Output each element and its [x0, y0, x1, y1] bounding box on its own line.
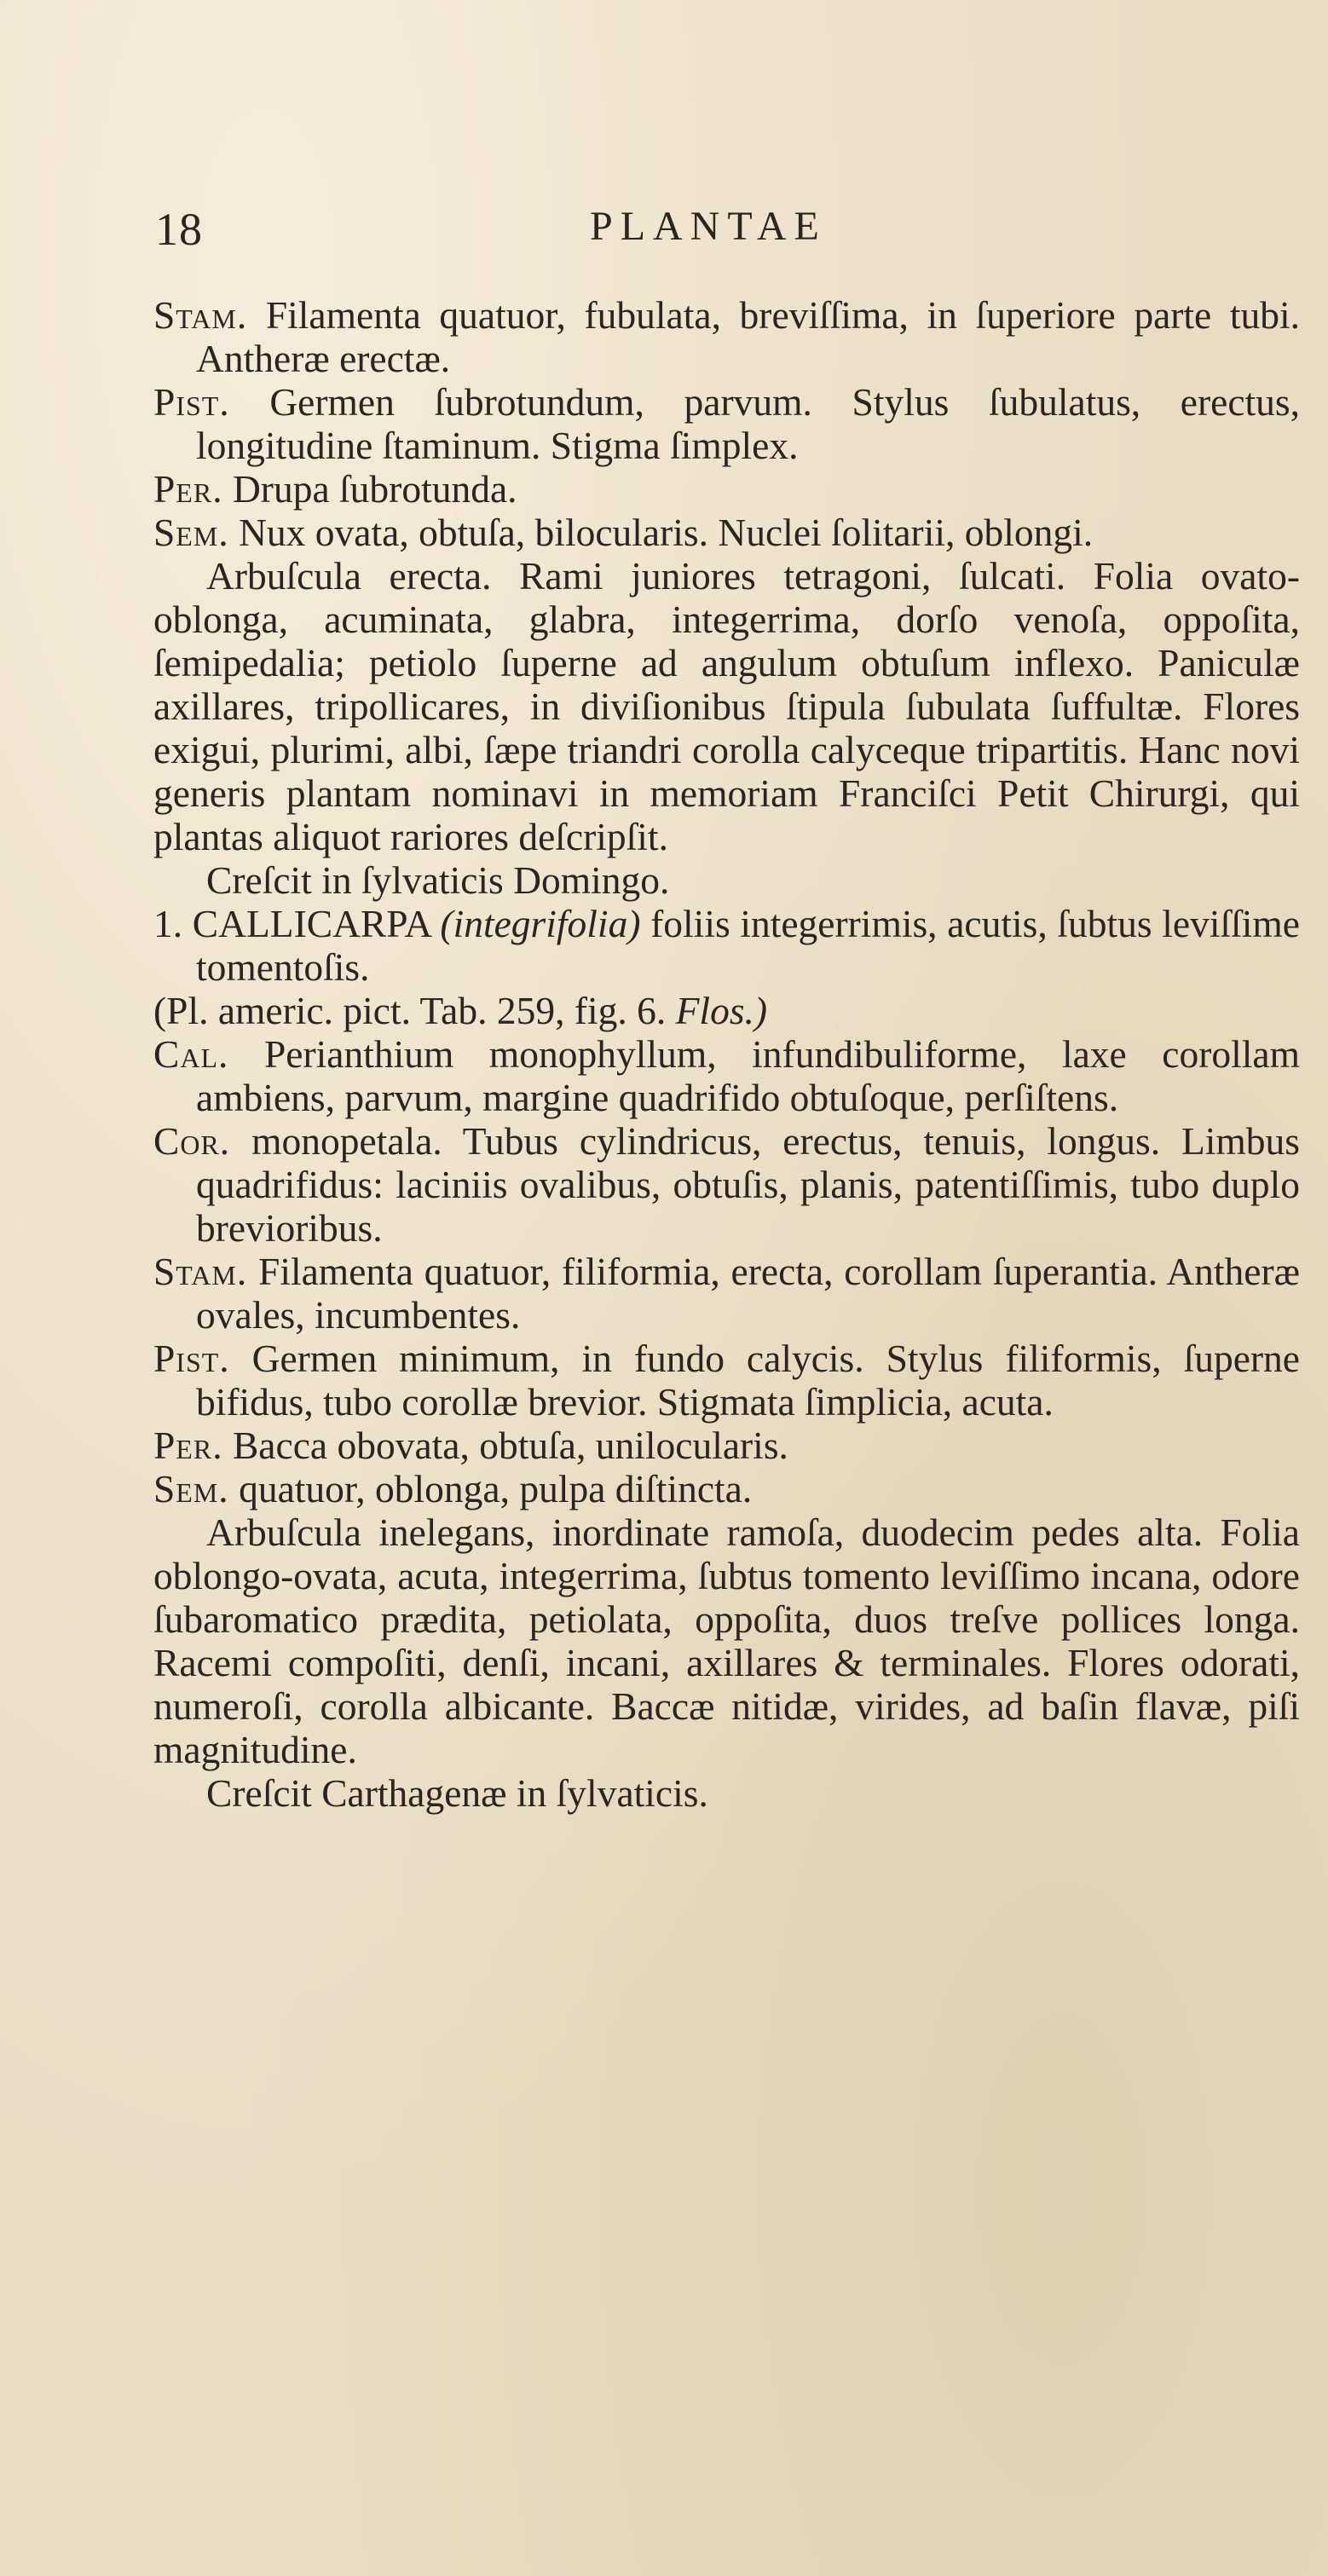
species-heading — [153, 902, 1300, 989]
section-label: Cal. — [153, 1032, 229, 1076]
section-text: Germen ſubrotundum, parvum. Stylus ſubulatus, erectus, longitudine ſtaminum. Stigma ſimplex. — [196, 380, 1300, 467]
section-text: Germen minimum, in fundo calycis. Stylus filiformis, ſuperne bifidus, tubo corollæ brevior. Stigmata ſimplicia, acuta. — [196, 1337, 1300, 1424]
habitat-line-2: Creſcit Carthagenæ in ſylvaticis. — [206, 1771, 708, 1815]
species-epithet: (integrifolia) — [440, 902, 641, 945]
pericarp-description — [153, 467, 1300, 511]
page-number: 18 — [155, 204, 203, 255]
section-label: Pist. — [153, 380, 230, 424]
section-text: Filamenta quatuor, fubulata, breviſſima, in ſuperiore parte tubi. Antheræ erectæ. — [196, 293, 1301, 380]
reference-italic: Flos.) — [675, 989, 768, 1032]
section-label: Sem. — [153, 1467, 229, 1510]
reference-text: (Pl. americ. pict. Tab. 259, fig. 6. — [153, 989, 667, 1032]
section-label: Per. — [153, 467, 223, 511]
stamen-description-2 — [153, 1250, 1300, 1337]
seed-description — [153, 511, 1300, 554]
page-header — [155, 203, 1263, 263]
section-label: Stam. — [153, 1250, 248, 1293]
pericarp-description-2 — [153, 1424, 1300, 1467]
habit-paragraph: Arbuſcula erecta. Rami juniores tetragoni, ſulcati. Folia ovato-oblonga, acuminata, glabra, integerrima, dorſo venoſa, oppoſita, ſemipedalia; petiolo ſuperne ad angulum obtuſum inflexo. Paniculæ axillares, tripollicares, in diviſionibus ſtipula ſubulata ſuffultæ. Flores exigui, plurimi, albi, ſæpe triandri corolla calyceque tripartitis. Hanc novi generis plantam nominavi in memoriam Franciſci Petit Chirurgi, qui plantas aliquot rariores deſcripſit. — [153, 554, 1300, 858]
habitat-line: Creſcit in ſylvaticis Domingo. — [206, 858, 670, 902]
section-text: quatuor, oblonga, pulpa diſtincta. — [239, 1467, 753, 1510]
pistil-description — [153, 380, 1300, 467]
species-name: CALLICARPA — [192, 902, 430, 945]
section-label: Per. — [153, 1424, 223, 1467]
pistil-description-2 — [153, 1337, 1300, 1424]
seed-description-2 — [153, 1467, 1300, 1510]
running-title: PLANTAE — [590, 204, 827, 249]
section-label: Cor. — [153, 1119, 231, 1163]
section-text: Filamenta quatuor, filiformia, erecta, corollam ſuperantia. Antheræ ovales, incumbentes. — [196, 1250, 1301, 1337]
section-label: Stam. — [153, 293, 248, 337]
section-text: monopetala. Tubus cylindricus, erectus, tenuis, longus. Limbus quadrifidus: laciniis ovalibus, obtuſis, planis, patentiſſimis, tubo duplo brevioribus. — [196, 1119, 1301, 1250]
section-text: Nux ovata, obtuſa, bilocularis. Nuclei ſolitarii, oblongi. — [239, 511, 1094, 554]
main-text — [153, 293, 1300, 1815]
section-label: Pist. — [153, 1337, 230, 1380]
species-number: 1. — [153, 902, 183, 945]
plate-reference — [153, 989, 1300, 1032]
corolla-description — [153, 1119, 1300, 1250]
species-diagnosis: foliis integerrimis, acutis, ſubtus leviſſime tomentoſis. — [196, 902, 1301, 989]
section-text: Drupa ſubrotunda. — [232, 467, 517, 511]
section-text: Bacca obovata, obtuſa, unilocularis. — [232, 1424, 788, 1467]
stamen-description — [153, 293, 1300, 380]
section-label: Sem. — [153, 511, 229, 554]
section-text: Perianthium monophyllum, infundibuliforme, laxe corollam ambiens, parvum, margine quadrifido obtuſoque, perſiſtens. — [196, 1032, 1300, 1119]
calyx-description — [153, 1032, 1300, 1119]
habit-paragraph-2: Arbuſcula inelegans, inordinate ramoſa, duodecim pedes alta. Folia oblongo-ovata, acuta, integerrima, ſubtus tomento leviſſimo incana, odore ſubaromatico prædita, petiolata, oppoſita, duos treſve pollices longa. Racemi compoſiti, denſi, incani, axillares & terminales. Flores odorati, numeroſi, corolla albicante. Baccæ nitidæ, virides, ad baſin flavæ, piſi magnitudine. — [153, 1510, 1300, 1771]
